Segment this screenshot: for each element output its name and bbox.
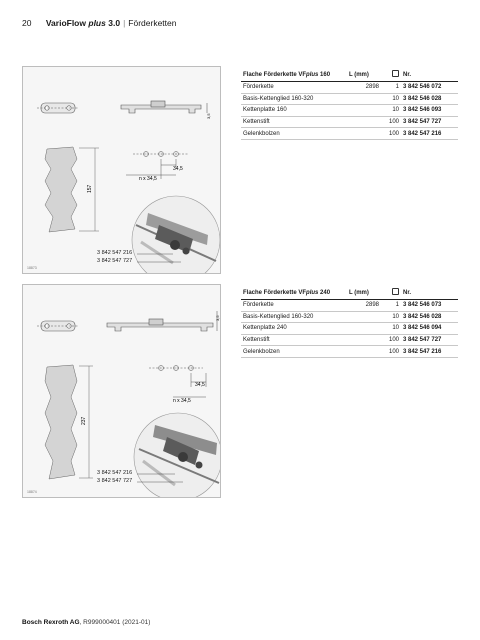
col-name: Flache Förderkette VFplus 160 bbox=[241, 68, 347, 82]
dim-height: 3,5 bbox=[206, 113, 211, 119]
plate-side-view bbox=[107, 311, 217, 331]
chain-photo bbox=[134, 413, 220, 497]
table-row: Basis-Kettenglied 160-320 10 3 842 546 028 bbox=[241, 311, 458, 323]
dim-width: 157 bbox=[87, 184, 93, 193]
drawing-chain-240 bbox=[23, 285, 220, 497]
callout-pin: 3 842 547 727 bbox=[97, 478, 133, 484]
parts-table-160 bbox=[241, 68, 458, 140]
table-row: Basis-Kettenglied 160-320 10 3 842 546 028 bbox=[241, 93, 458, 105]
chain-photo bbox=[132, 196, 220, 273]
figure-chain-160 bbox=[22, 66, 221, 274]
col-length: L (mm) bbox=[347, 68, 381, 82]
figure-chain-240 bbox=[22, 284, 221, 498]
dim-pitch: 34,5 bbox=[173, 166, 183, 172]
dim-pitch: 34,5 bbox=[195, 382, 205, 388]
table-row: Förderkette 2898 1 3 842 546 072 bbox=[241, 82, 458, 94]
link-side-view bbox=[37, 321, 79, 331]
col-qty bbox=[381, 286, 401, 300]
package-icon bbox=[392, 288, 399, 295]
drawing-chain-160 bbox=[23, 67, 220, 273]
section-title: Förderketten bbox=[128, 18, 177, 28]
col-qty bbox=[381, 68, 401, 82]
table-row: Kettenstift 100 3 842 547 727 bbox=[241, 334, 458, 346]
table-row: Gelenkbolzen 100 3 842 547 216 bbox=[241, 346, 458, 358]
callout-pin: 3 842 547 727 bbox=[97, 258, 133, 264]
header-separator: | bbox=[123, 18, 126, 28]
table-row: Förderkette 2898 1 3 842 546 073 bbox=[241, 300, 458, 312]
callout-bolt: 3 842 547 216 bbox=[97, 250, 133, 256]
dim-n-pitch: n x 34,5 bbox=[173, 398, 191, 404]
part-callouts bbox=[97, 469, 132, 485]
callout-bolt: 3 842 547 216 bbox=[97, 470, 133, 476]
figure-code: 18873 bbox=[27, 266, 37, 270]
col-length: L (mm) bbox=[347, 286, 381, 300]
figure-code: 18874 bbox=[27, 490, 37, 494]
col-name: Flache Förderkette VFplus 240 bbox=[241, 286, 347, 300]
page-number: 20 bbox=[22, 18, 32, 28]
company-name: Bosch Rexroth AG bbox=[22, 619, 80, 626]
dim-height: 3,5 bbox=[215, 315, 220, 321]
product-name: VarioFlow plus 3.0 bbox=[45, 18, 121, 28]
table-row: Gelenkbolzen 100 3 842 547 216 bbox=[241, 128, 458, 140]
document-number: R999000401 (2021-01) bbox=[83, 619, 151, 626]
table-row: Kettenstift 100 3 842 547 727 bbox=[241, 116, 458, 128]
dim-n-pitch: n x 34,5 bbox=[139, 176, 157, 182]
link-side-view bbox=[37, 103, 79, 113]
table-header bbox=[241, 286, 458, 300]
plate-side-view bbox=[121, 101, 207, 113]
table-header bbox=[241, 68, 458, 82]
page-header bbox=[22, 18, 176, 28]
col-nr: Nr. bbox=[401, 286, 458, 300]
package-icon bbox=[392, 70, 399, 77]
table-row: Kettenplatte 160 10 3 842 546 093 bbox=[241, 105, 458, 117]
part-callouts bbox=[97, 249, 132, 265]
col-nr: Nr. bbox=[401, 68, 458, 82]
table-row: Kettenplatte 240 10 3 842 546 094 bbox=[241, 323, 458, 335]
dim-width: 237 bbox=[81, 416, 87, 425]
page-footer: Bosch Rexroth AG, R999000401 (2021-01) bbox=[22, 619, 151, 626]
parts-table-240 bbox=[241, 286, 458, 358]
